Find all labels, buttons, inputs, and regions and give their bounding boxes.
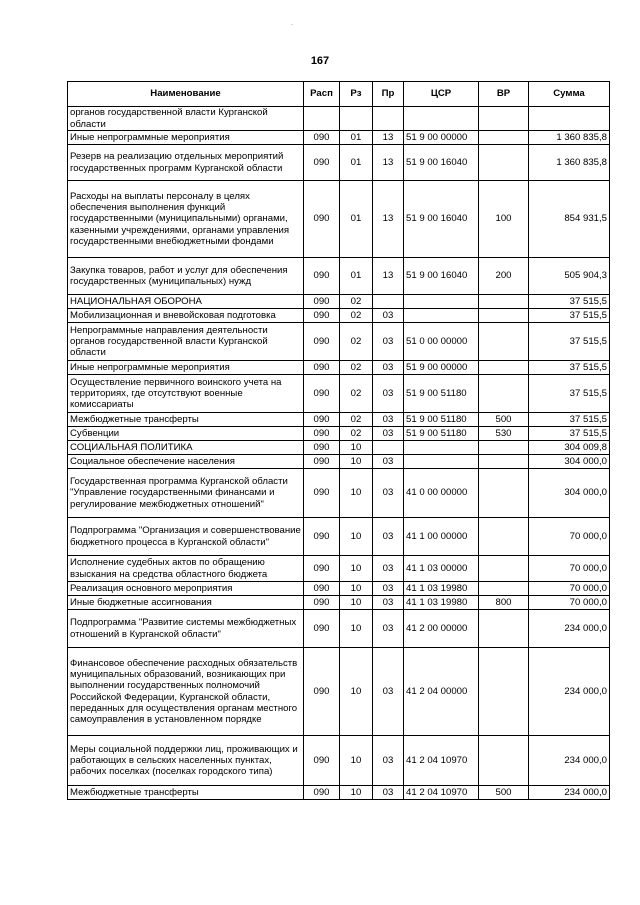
cell-csr: 41 2 00 00000 (404, 610, 479, 648)
cell-pr: 03 (373, 323, 404, 361)
cell-csr: 41 1 00 00000 (404, 518, 479, 556)
cell-rz: 10 (340, 610, 373, 648)
table-header-row (68, 82, 610, 107)
cell-pr: 03 (373, 610, 404, 648)
cell-rasp: 090 (304, 145, 340, 181)
cell-rz: 10 (340, 786, 373, 800)
cell-rz: 02 (340, 413, 373, 427)
cell-sum (529, 107, 610, 131)
cell-rasp: 090 (304, 131, 340, 145)
cell-vr: 100 (479, 181, 529, 258)
cell-sum: 37 515,5 (529, 413, 610, 427)
cell-sum: 70 000,0 (529, 596, 610, 610)
cell-pr: 03 (373, 361, 404, 375)
header-pr: Пр (373, 82, 404, 107)
cell-vr (479, 610, 529, 648)
cell-sum: 234 000,0 (529, 736, 610, 786)
cell-rasp: 090 (304, 518, 340, 556)
cell-pr: 13 (373, 131, 404, 145)
table-row (68, 145, 610, 181)
cell-vr: 500 (479, 413, 529, 427)
cell-vr (479, 295, 529, 309)
cell-sum: 234 000,0 (529, 610, 610, 648)
cell-rasp: 090 (304, 648, 340, 736)
cell-name: органов государственной власти Курганской области (68, 107, 304, 131)
cell-sum: 234 000,0 (529, 786, 610, 800)
cell-pr: 03 (373, 413, 404, 427)
cell-name: Реализация основного мероприятия (68, 582, 304, 596)
cell-csr: 41 1 03 19980 (404, 582, 479, 596)
cell-pr: 13 (373, 258, 404, 295)
cell-vr (479, 323, 529, 361)
cell-csr: 41 1 03 19980 (404, 596, 479, 610)
cell-csr: 41 0 00 00000 (404, 469, 479, 518)
cell-rasp: 090 (304, 258, 340, 295)
table-row (68, 441, 610, 455)
cell-csr: 41 2 04 10970 (404, 736, 479, 786)
cell-name: Межбюджетные трансферты (68, 413, 304, 427)
cell-sum: 37 515,5 (529, 375, 610, 413)
cell-pr: 13 (373, 145, 404, 181)
cell-name: НАЦИОНАЛЬНАЯ ОБОРОНА (68, 295, 304, 309)
cell-sum: 234 000,0 (529, 648, 610, 736)
table-body (68, 107, 610, 800)
cell-vr (479, 375, 529, 413)
header-rasp: Расп (304, 82, 340, 107)
cell-pr: 03 (373, 455, 404, 469)
cell-sum: 70 000,0 (529, 556, 610, 582)
table-row (68, 786, 610, 800)
cell-pr: 03 (373, 648, 404, 736)
cell-rz: 10 (340, 518, 373, 556)
table-row (68, 323, 610, 361)
table-row (68, 181, 610, 258)
cell-rasp: 090 (304, 455, 340, 469)
cell-vr (479, 441, 529, 455)
cell-vr (479, 648, 529, 736)
table-row (68, 361, 610, 375)
cell-csr: 51 9 00 00000 (404, 131, 479, 145)
cell-pr: 03 (373, 736, 404, 786)
cell-name: Подпрограмма "Развитие системы межбюджетных отношений в Курганской области" (68, 610, 304, 648)
cell-pr: 03 (373, 556, 404, 582)
cell-rz: 02 (340, 375, 373, 413)
cell-vr: 530 (479, 427, 529, 441)
table-row (68, 258, 610, 295)
cell-name: Социальное обеспечение населения (68, 455, 304, 469)
cell-rasp: 090 (304, 441, 340, 455)
header-csr: ЦСР (404, 82, 479, 107)
cell-rz: 02 (340, 295, 373, 309)
cell-csr (404, 107, 479, 131)
cell-pr: 03 (373, 309, 404, 323)
cell-vr (479, 107, 529, 131)
cell-rz: 02 (340, 323, 373, 361)
cell-vr (479, 145, 529, 181)
cell-csr: 41 2 04 10970 (404, 786, 479, 800)
cell-sum: 1 360 835,8 (529, 131, 610, 145)
cell-sum: 304 000,0 (529, 469, 610, 518)
cell-rz: 10 (340, 469, 373, 518)
table-row (68, 596, 610, 610)
cell-rasp: 090 (304, 736, 340, 786)
cell-sum: 37 515,5 (529, 295, 610, 309)
cell-sum: 304 009,8 (529, 441, 610, 455)
cell-csr: 51 9 00 16040 (404, 181, 479, 258)
table-row (68, 309, 610, 323)
cell-rasp: 090 (304, 582, 340, 596)
cell-name: Иные непрограммные мероприятия (68, 361, 304, 375)
cell-rz: 01 (340, 258, 373, 295)
cell-rasp: 090 (304, 556, 340, 582)
cell-rz: 10 (340, 455, 373, 469)
table-row (68, 413, 610, 427)
page-number: 167 (310, 55, 330, 67)
header-name: Наименование (68, 82, 304, 107)
table-row (68, 648, 610, 736)
cell-vr (479, 556, 529, 582)
header-sum: Сумма (529, 82, 610, 107)
cell-name: Финансовое обеспечение расходных обязательств муниципальных образований, возникающих при выполнении государственных полномочий Российской Федерации, Курганской области, переданных для осуществления органам местного самоуправления в установленном порядке (68, 648, 304, 736)
cell-sum: 304 000,0 (529, 455, 610, 469)
cell-rasp: 090 (304, 469, 340, 518)
cell-pr: 03 (373, 518, 404, 556)
cell-name: Субвенции (68, 427, 304, 441)
cell-rasp: 090 (304, 361, 340, 375)
cell-rasp: 090 (304, 610, 340, 648)
cell-sum: 37 515,5 (529, 309, 610, 323)
cell-csr: 51 9 00 51180 (404, 427, 479, 441)
cell-vr (479, 309, 529, 323)
cell-pr: 03 (373, 427, 404, 441)
cell-csr (404, 441, 479, 455)
cell-csr: 51 0 00 00000 (404, 323, 479, 361)
cell-rz: 02 (340, 361, 373, 375)
cell-rz: 01 (340, 145, 373, 181)
cell-rasp (304, 107, 340, 131)
cell-sum: 37 515,5 (529, 427, 610, 441)
cell-name: Иные бюджетные ассигнования (68, 596, 304, 610)
cell-rasp: 090 (304, 375, 340, 413)
cell-pr: 03 (373, 469, 404, 518)
cell-csr: 51 9 00 51180 (404, 375, 479, 413)
cell-name: Иные непрограммные мероприятия (68, 131, 304, 145)
cell-name: Мобилизационная и вневойсковая подготовка (68, 309, 304, 323)
cell-vr (479, 131, 529, 145)
cell-name: Закупка товаров, работ и услуг для обеспечения государственных (муниципальных) нужд (68, 258, 304, 295)
cell-name: Непрограммные направления деятельности органов государственной власти Курганской области (68, 323, 304, 361)
cell-rz: 10 (340, 556, 373, 582)
cell-rz: 10 (340, 596, 373, 610)
cell-sum: 70 000,0 (529, 518, 610, 556)
cell-vr: 200 (479, 258, 529, 295)
table-row (68, 518, 610, 556)
cell-name: Расходы на выплаты персоналу в целях обеспечения выполнения функций государственными (муниципальными) органами, казенными учреждениями, органами управления государственными внебюджетными фондами (68, 181, 304, 258)
table-row (68, 375, 610, 413)
cell-name: Подпрограмма "Организация и совершенствование бюджетного процесса в Курганской области" (68, 518, 304, 556)
table-row (68, 556, 610, 582)
cell-vr: 800 (479, 596, 529, 610)
cell-rasp: 090 (304, 181, 340, 258)
cell-rz: 10 (340, 582, 373, 596)
cell-csr (404, 309, 479, 323)
cell-rz: 10 (340, 648, 373, 736)
cell-csr: 51 9 00 16040 (404, 258, 479, 295)
cell-rz: 01 (340, 181, 373, 258)
cell-pr: 13 (373, 181, 404, 258)
cell-vr (479, 469, 529, 518)
cell-csr: 51 9 00 00000 (404, 361, 479, 375)
cell-rasp: 090 (304, 323, 340, 361)
cell-sum: 70 000,0 (529, 582, 610, 596)
cell-vr: 500 (479, 786, 529, 800)
cell-csr (404, 295, 479, 309)
edge-mark: . (291, 20, 293, 27)
cell-csr: 51 9 00 16040 (404, 145, 479, 181)
cell-sum: 854 931,5 (529, 181, 610, 258)
cell-name: Резерв на реализацию отдельных мероприятий государственных программ Курганской области (68, 145, 304, 181)
cell-rz: 10 (340, 736, 373, 786)
cell-rasp: 090 (304, 596, 340, 610)
table-row (68, 455, 610, 469)
cell-sum: 1 360 835,8 (529, 145, 610, 181)
cell-sum: 37 515,5 (529, 361, 610, 375)
cell-rz: 10 (340, 441, 373, 455)
cell-rasp: 090 (304, 413, 340, 427)
header-rz: Рз (340, 82, 373, 107)
cell-name: Осуществление первичного воинского учета на территориях, где отсутствуют военные комиссариаты (68, 375, 304, 413)
cell-rasp: 090 (304, 295, 340, 309)
cell-csr: 51 9 00 51180 (404, 413, 479, 427)
table-row (68, 469, 610, 518)
table-row (68, 107, 610, 131)
cell-vr (479, 736, 529, 786)
cell-sum: 37 515,5 (529, 323, 610, 361)
table-row (68, 427, 610, 441)
cell-rz: 01 (340, 131, 373, 145)
cell-rz (340, 107, 373, 131)
budget-table (67, 81, 610, 800)
cell-sum: 505 904,3 (529, 258, 610, 295)
cell-rasp: 090 (304, 309, 340, 323)
cell-csr: 41 1 03 00000 (404, 556, 479, 582)
cell-pr: 03 (373, 786, 404, 800)
table-row (68, 131, 610, 145)
table-row (68, 582, 610, 596)
cell-vr (479, 518, 529, 556)
table-row (68, 295, 610, 309)
cell-vr (479, 455, 529, 469)
cell-pr: 03 (373, 596, 404, 610)
cell-name: Государственная программа Курганской области "Управление государственными финансами и регулирование межбюджетных отношений" (68, 469, 304, 518)
cell-rz: 02 (340, 427, 373, 441)
cell-pr (373, 441, 404, 455)
cell-pr: 03 (373, 375, 404, 413)
cell-name: СОЦИАЛЬНАЯ ПОЛИТИКА (68, 441, 304, 455)
cell-vr (479, 361, 529, 375)
table-row (68, 736, 610, 786)
cell-rz: 02 (340, 309, 373, 323)
cell-pr: 03 (373, 582, 404, 596)
cell-name: Межбюджетные трансферты (68, 786, 304, 800)
header-vr: ВР (479, 82, 529, 107)
table-row (68, 610, 610, 648)
cell-vr (479, 582, 529, 596)
cell-rasp: 090 (304, 427, 340, 441)
cell-csr (404, 455, 479, 469)
cell-rasp: 090 (304, 786, 340, 800)
cell-name: Меры социальной поддержки лиц, проживающих и работающих в сельских населенных пунктах, рабочих поселках (поселках городского типа) (68, 736, 304, 786)
cell-name: Исполнение судебных актов по обращению взыскания на средства областного бюджета (68, 556, 304, 582)
cell-pr (373, 295, 404, 309)
cell-csr: 41 2 04 00000 (404, 648, 479, 736)
cell-pr (373, 107, 404, 131)
